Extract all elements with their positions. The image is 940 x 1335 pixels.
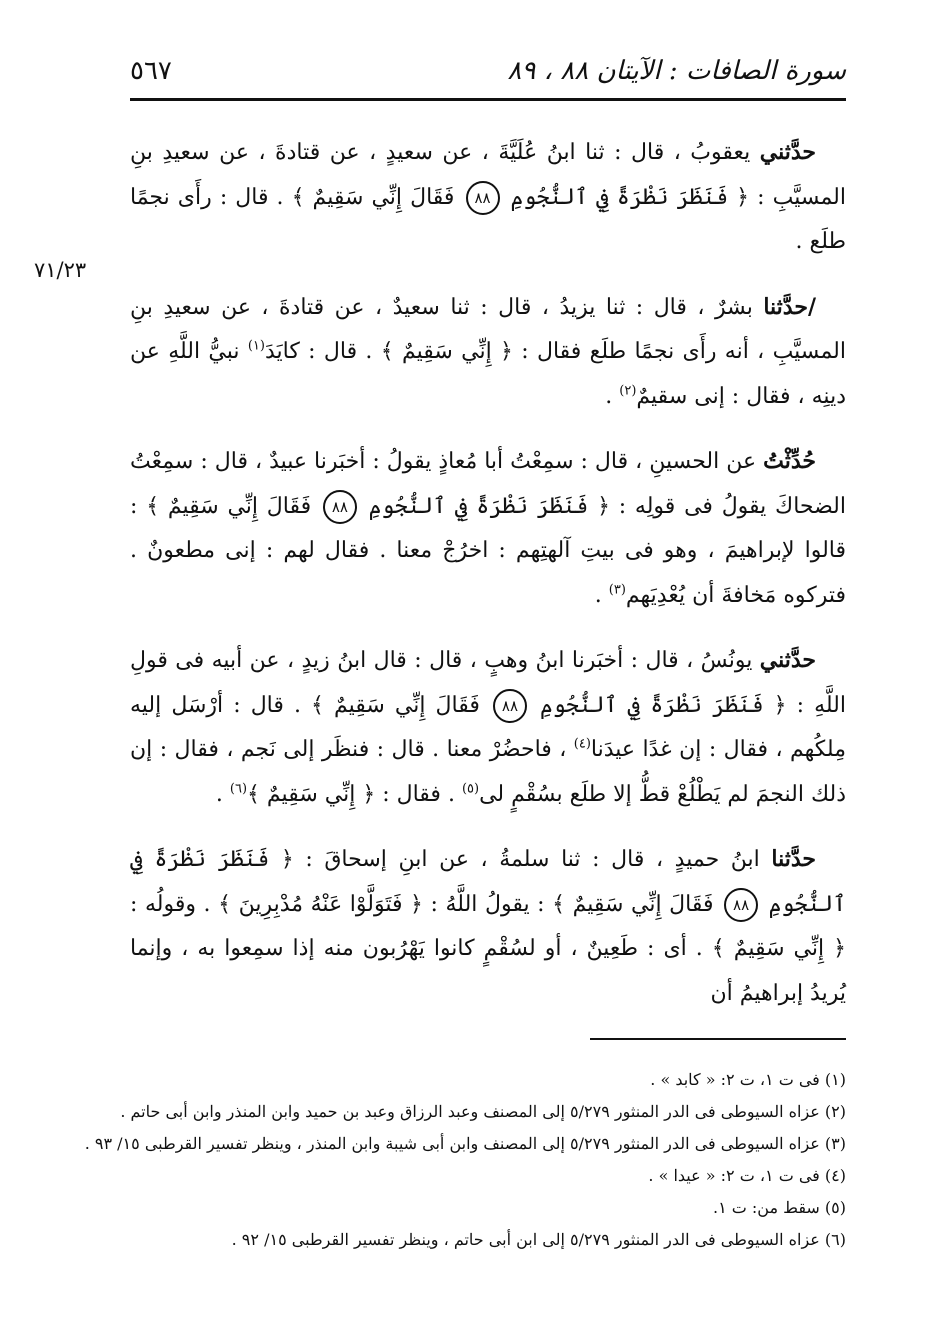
paragraph <box>130 837 846 1016</box>
text-run: . قال : كايَدَ <box>264 339 381 364</box>
text-run: . قال : أرْسَل إليه مِلكُهم ، فقال : إن غدًا عيدَنا <box>130 692 846 762</box>
ayah-number-marker: ٨٨ <box>493 689 527 723</box>
narration-lead: حُدِّثْتُ <box>763 448 816 474</box>
quran-quote: ﴿ فَنَظَرَ نَظْرَةً فِي ٱلنُّجُومِ <box>359 493 610 519</box>
narration-lead: حدَّثني <box>759 139 816 165</box>
footnote: (٣) عزاه السيوطى فى الدر المنثور ٥/٢٧٩ إلى المصنف وابن أبى شيبة وابن المنذر ، وينظر تفسير القرطبى ١٥/ ٩٣ . <box>84 1134 846 1153</box>
text-run: عن الحسينِ ، قال : سمِعْتُ أبا مُعاذٍ يقولُ : أخبَرنا عبيدٌ ، قال : سمِعْتُ الضحاكَ يقولُ فى قولِه : <box>130 449 846 519</box>
footnote-marker: (١) <box>247 338 265 354</box>
running-title: سورة الصافات : الآيتان ٨٨ ، ٨٩ <box>507 56 846 86</box>
footnote: (١) فى ت ١، ت ٢: « كابد » . <box>650 1070 846 1089</box>
main-text <box>130 130 846 1036</box>
quran-quote: فَقَالَ إِنِّي سَقِيمٌ ﴾ <box>291 184 463 210</box>
footnote: (٥) سقط من: ت ١. <box>712 1198 846 1217</box>
quran-quote: فَقَالَ إِنِّي سَقِيمٌ ﴾ <box>146 493 320 519</box>
text-run: بشرٌ ، قال : ثنا يزيدُ ، قال : ثنا سعيدٌ ، عن قتادةَ ، عن سعيدِ بنِ المسيَّبِ ، أنه رأَى نجمًا طلَع فقال : <box>130 294 846 364</box>
paragraph <box>130 285 846 420</box>
quran-quote: ﴿ فَنَظَرَ نَظْرَةً فِي ٱلنُّجُومِ <box>130 847 846 917</box>
quran-quote: ﴿ فَنَظَرَ نَظْرَةً فِي ٱلنُّجُومِ <box>502 184 750 210</box>
ayah-number-marker: ٨٨ <box>466 181 500 215</box>
narration-lead: /حدَّثنا <box>763 293 816 320</box>
quran-quote: فَقَالَ إِنِّي سَقِيمٌ ﴾ <box>311 692 490 718</box>
text-run: ، فاحضُرْ معنا . قال : فنظَر إلى نَجم ، فقال : إن ذلك النجمَ لم يَطْلُعْ قطُّ إلا طلَع بسُقْمٍ لى <box>130 737 846 807</box>
text-run: . فقال : <box>375 781 462 807</box>
narration-lead: حدَّثني <box>759 647 816 673</box>
footnote-separator <box>590 1038 846 1040</box>
quran-quote: ﴿ إِنِّي سَقِيمٌ ﴾ <box>711 936 846 961</box>
text-run: . قال : رأَى نجمًا طلَع . <box>130 184 846 254</box>
footnote: (٢) عزاه السيوطى فى الدر المنثور ٥/٢٧٩ إلى المصنف وعبد الرزاق وعبد بن حميد وابن المنذر وابن أبى حاتم . <box>120 1102 846 1121</box>
footnote-marker: (٣) <box>608 582 626 598</box>
footnote-marker: (٦) <box>229 781 248 797</box>
narration-lead: حدَّثنا <box>771 846 817 872</box>
ayah-number-marker: ٨٨ <box>323 490 357 524</box>
quran-quote: ﴿ إِنِّي سَقِيمٌ ﴾ <box>380 339 513 364</box>
footnote-marker: (٥) <box>461 781 480 797</box>
paragraph <box>130 130 846 265</box>
margin-reference: ٧١/٢٣ <box>34 258 87 282</box>
text-run: . وقولُه : <box>130 891 219 917</box>
text-run: يعقوبُ ، قال : ثنا ابنُ عُلَيَّةَ ، عن سعيدٍ ، عن قتادةَ ، عن سعيدِ بنِ المسيَّبِ : <box>130 140 846 210</box>
paragraph <box>130 638 846 817</box>
footnote: (٤) فى ت ١، ت ٢: « عيدا » . <box>648 1166 846 1185</box>
page-number: ٥٦٧ <box>130 56 172 86</box>
paragraph <box>130 439 846 618</box>
footnote: (٦) عزاه السيوطى فى الدر المنثور ٥/٢٧٩ إلى ابن أبى حاتم ، وينظر تفسير القرطبى ١٥/ ٩٢ . <box>231 1230 846 1249</box>
running-header <box>130 52 846 92</box>
quran-quote: فَقَالَ إِنِّي سَقِيمٌ ﴾ <box>552 891 722 917</box>
text-run: : قالوا لإبراهيمَ ، وهو فى بيتِ آلهتِهم : اخرُجْ معنا . فقال لهم : إنى مطعونٌ . فتركوه مَخافةَ أن يُعْدِيَهم <box>130 493 846 608</box>
footnote-marker: (٤) <box>573 736 591 752</box>
text-run: : يقولُ اللَّهُ : <box>422 891 553 917</box>
text-run: . أى : طَعِينٌ ، أو لسُقْمٍ كانوا يَهْرُبون منه إذا سمِعوا به ، وإنما يُريدُ إبراهيمُ أن <box>130 936 846 1006</box>
header-rule <box>130 98 846 101</box>
text-run: ابنُ حميدٍ ، قال : ثنا سلمةُ ، عن ابنِ إسحاقَ : <box>293 847 772 872</box>
footnotes <box>84 1064 846 1256</box>
text-run: . <box>605 383 620 409</box>
text-run: . <box>594 582 609 608</box>
text-run: نبيُّ اللَّهِ عن دينِه ، فقال : إنى سقيمٌ <box>130 339 846 409</box>
text-run: يونُسُ ، قال : أخبَرنا ابنُ وهبٍ ، قال : قال ابنُ زيدٍ ، عن أبيه فى قولِ اللَّهِ : <box>130 648 846 718</box>
quran-quote: ﴿ إِنِّي سَقِيمٌ ﴾ <box>247 781 376 807</box>
ayah-number-marker: ٨٨ <box>724 888 758 922</box>
quran-quote: ﴿ فَتَوَلَّوْا عَنْهُ مُدْبِرِينَ ﴾ <box>218 891 423 917</box>
quran-quote: ﴿ فَنَظَرَ نَظْرَةً فِي ٱلنُّجُومِ <box>529 692 787 718</box>
text-run: . <box>215 781 230 807</box>
footnote-marker: (٢) <box>619 383 637 399</box>
